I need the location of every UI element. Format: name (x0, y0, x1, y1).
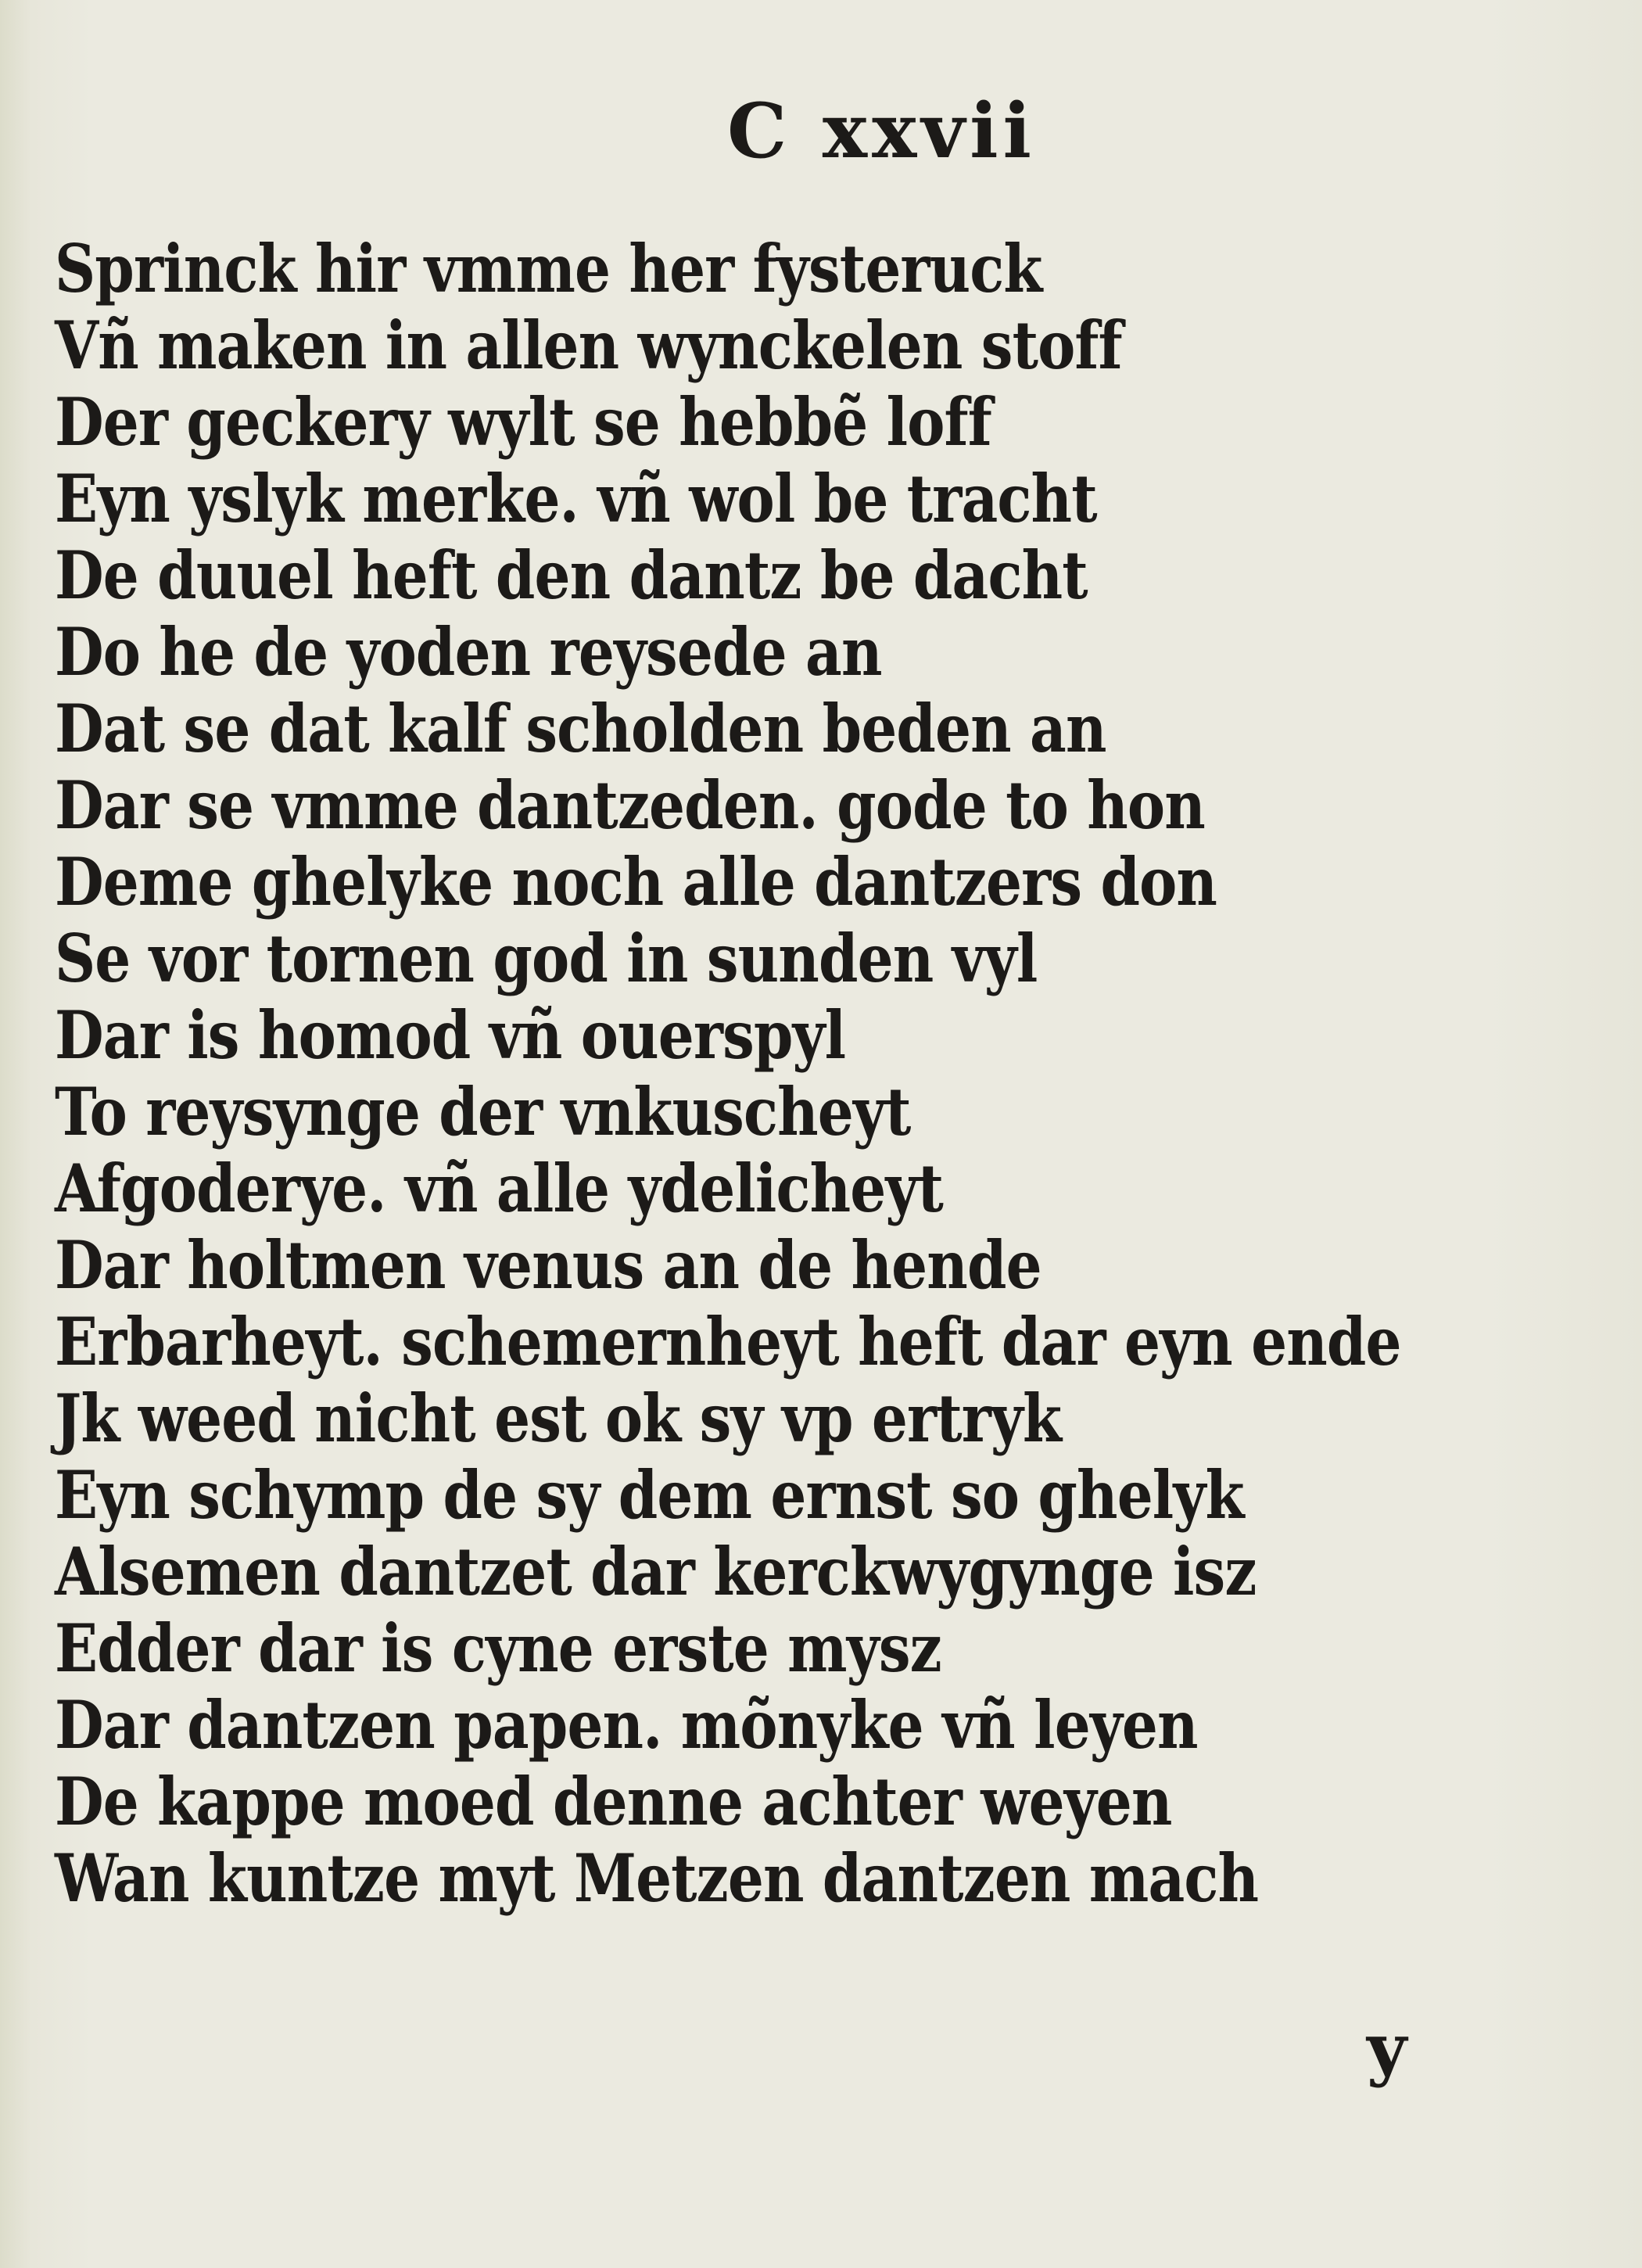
verse-line: Der geckery wylt se hebbẽ loff (55, 383, 991, 461)
verse-line: Erbarheyt. schemernheyt heft dar eyn ende (55, 1303, 1401, 1380)
verse-line: Dar se vmme dantzeden. gode to hon (55, 766, 1205, 844)
verse-line: Se vor tornen god in sunden vyl (55, 920, 1038, 997)
verse-line: Dar dantzen papen. mõnyke vñ leyen (55, 1686, 1198, 1764)
verse-line: De kappe moed denne achter weyen (55, 1763, 1172, 1840)
signature-mark: y (1367, 2008, 1407, 2089)
verse-line: To reysynge der vnkuscheyt (55, 1073, 911, 1150)
verse-line: Alsemen dantzet dar kerckwygynge isz (55, 1533, 1257, 1610)
verse-line: Eyn yslyk merke. vñ wol be tracht (55, 460, 1097, 537)
verse-line: Dat se dat kalf scholden beden an (55, 690, 1106, 767)
verse-line: Dar is homod vñ ouerspyl (55, 996, 846, 1074)
verse-line: Afgoderye. vñ alle ydelicheyt (55, 1150, 943, 1227)
verse-text (55, 231, 1540, 1917)
verse-line: Edder dar is cyne erste mysz (55, 1609, 941, 1687)
verse-line: De duuel heft den dantz be dacht (55, 536, 1088, 614)
verse-line: Do he de yoden reysede an (55, 613, 882, 691)
verse-line: Eyn schymp de sy dem ernst so ghelyk (55, 1456, 1244, 1534)
verse-line: Jk weed nicht est ok sy vp ertryk (55, 1380, 1062, 1457)
verse-line: Dar holtmen venus an de hende (55, 1226, 1041, 1304)
verse-line: Vñ maken in allen wynckelen stoff (55, 307, 1122, 384)
verse-line: Deme ghelyke noch alle dantzers don (55, 843, 1217, 920)
verse-line: Sprinck hir vmme her fysteruck (55, 230, 1042, 307)
verse-line: Wan kuntze myt Metzen dantzen mach (55, 1839, 1259, 1917)
folio-number: C xxvii (727, 87, 1037, 175)
